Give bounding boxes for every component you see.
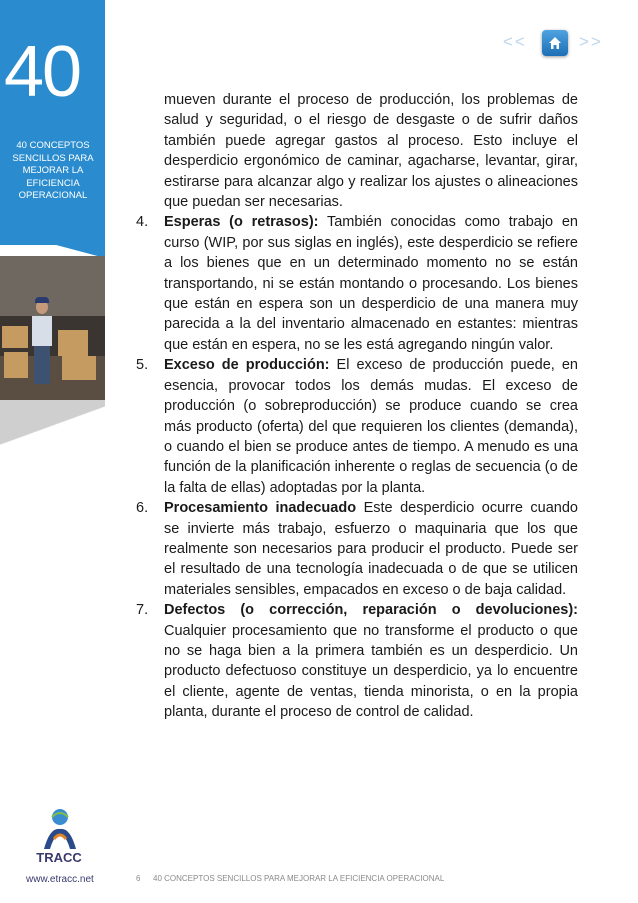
item-number: 6. xyxy=(136,500,149,517)
footer-url[interactable]: www.etracc.net xyxy=(26,874,94,885)
banner-diagonal xyxy=(0,230,105,258)
sidebar-subtitle: 40 CONCEPTOS SENCILLOS PARA MEJORAR LA EFICIENCIA OPERACIONAL xyxy=(12,140,94,201)
item-title: Exceso de producción: xyxy=(164,357,330,374)
item-title: Esperas (o retrasos): xyxy=(164,214,319,231)
item-text: También conocidas como trabajo en curso (WIP, por sus siglas en inglés), este desperdicio se refiere a los bienes que en un determinado momento no se están transportando, ni se están montando o procesando. Los bienes que están en espera son un desperdicio de una manera muy parecida a la del inventario almacenado en estantes: mientras que están en espera, no se les está agregando ningún valor. xyxy=(164,214,578,353)
continuation-paragraph: mueven durante el proceso de producción, los problemas de salud y seguridad, o el riesgo de desgaste o de sufrir daños también puede agregar gastos al proceso. Esto incluye el desperdicio ergonómico de caminar, agacharse, levantar, girar, estirarse para alcanzar algo y realizar los ajustes o alineaciones que puedan ser necesarias. xyxy=(164,92,578,211)
next-page-button[interactable]: >> xyxy=(579,32,603,51)
item-text: Este desperdicio ocurre cuando se invierte más trabajo, esfuerzo o maquinaria que los que realmente son necesarios para producir el producto. Puede ser el resultado de una tecnología inadecuada o de que se utilicen materiales sensibles, empacados en exceso o de baja calidad. xyxy=(164,500,578,598)
home-button[interactable] xyxy=(542,30,568,56)
page-body xyxy=(136,90,578,723)
item-number: 5. xyxy=(136,357,149,374)
item-title: Defectos (o corrección, reparación o devoluciones): xyxy=(164,602,578,619)
item-title: Procesamiento inadecuado xyxy=(164,500,357,517)
warehouse-photo xyxy=(0,256,105,406)
item-number: 7. xyxy=(136,602,149,619)
decorative-band xyxy=(0,400,105,460)
tracc-logo xyxy=(40,805,80,855)
list-item xyxy=(136,212,578,355)
chapter-number: 40 xyxy=(4,32,81,112)
item-text: Cualquier procesamiento que no transforme el producto o que no se haga bien a la primera también es un desperdicio. Un producto defectuoso constituye un desperdicio, ya lo encuentre el cliente, agente de ventas, tienda minorista, o en la propia planta, durante el proceso de control de calidad. xyxy=(164,622,578,721)
item-number: 4. xyxy=(136,214,149,231)
sidebar xyxy=(0,0,105,903)
page-number: 6 xyxy=(136,874,141,883)
list-item xyxy=(136,498,578,600)
list-item xyxy=(136,600,578,722)
footer-title: 40 CONCEPTOS SENCILLOS PARA MEJORAR LA EFICIENCIA OPERACIONAL xyxy=(153,874,445,883)
home-icon xyxy=(547,35,563,51)
prev-page-button[interactable]: << xyxy=(503,32,527,51)
item-text: El exceso de producción puede, en esencia, provocar todos los demás mudas. El exceso de producción (o sobreproducción) se produce cuando se crea más producto (oferta) del que requieren los clientes (demanda), o cuando el bien se produce antes de tiempo. A menudo es una función de la planificación inherente o reglas de secuencia (o de la falta de ellas) adoptadas por la planta. xyxy=(164,357,578,496)
logo-text: TRACC xyxy=(36,850,82,865)
list-item xyxy=(136,355,578,498)
